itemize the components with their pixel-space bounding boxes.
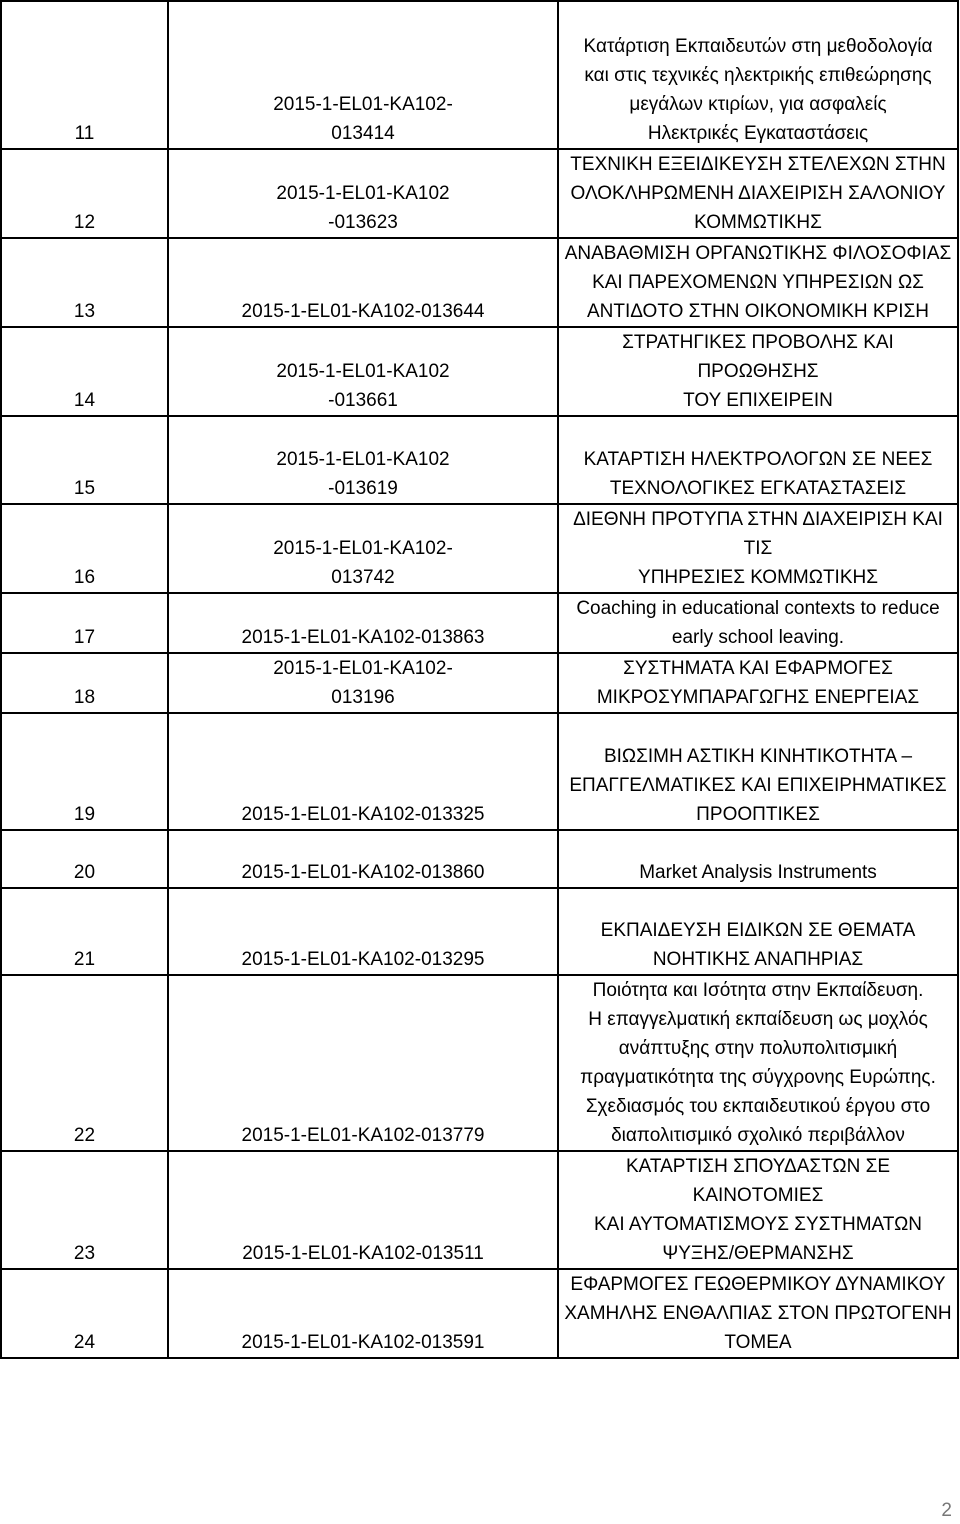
project-code: 2015-1-EL01-KA102 -013623 — [168, 149, 558, 238]
project-code: 2015-1-EL01-KA102-013779 — [168, 975, 558, 1151]
row-number: 14 — [1, 327, 168, 416]
table-row — [1, 593, 958, 653]
project-code: 2015-1-EL01-KA102-013591 — [168, 1269, 558, 1358]
table-row — [1, 1151, 958, 1269]
table-row — [1, 713, 958, 830]
project-code: 2015-1-EL01-KA102-013860 — [168, 830, 558, 888]
project-title: Ποιότητα και Ισότητα στην Εκπαίδευση. Η επαγγελματική εκπαίδευση ως μοχλός ανάπτυξης στην πολυπολιτισμική πραγματικότητα της σύγχρονης Ευρώπης. Σχεδιασμός του εκπαιδευτικού έργου στο διαπολιτισμικό σχολικό περιβάλλον — [558, 975, 958, 1151]
project-code: 2015-1-EL01-KA102- 013742 — [168, 504, 558, 593]
table-row — [1, 504, 958, 593]
project-code: 2015-1-EL01-KA102-013325 — [168, 713, 558, 830]
project-title: ΕΦΑΡΜΟΓΕΣ ΓΕΩΘΕΡΜΙΚΟΥ ΔΥΝΑΜΙΚΟΥ ΧΑΜΗΛΗΣ ΕΝΘΑΛΠΙΑΣ ΣΤΟΝ ΠΡΩΤΟΓΕΝΗ ΤΟΜΕΑ — [558, 1269, 958, 1358]
project-code: 2015-1-EL01-KA102- 013414 — [168, 1, 558, 149]
project-title: Κατάρτιση Εκπαιδευτών στη μεθοδολογία και στις τεχνικές ηλεκτρικής επιθεώρησης μεγάλων κτιρίων, για ασφαλείς Ηλεκτρικές Εγκαταστάσεις — [558, 1, 958, 149]
table-row — [1, 327, 958, 416]
row-number: 23 — [1, 1151, 168, 1269]
project-title: ΑΝΑΒΑΘΜΙΣΗ ΟΡΓΑΝΩΤΙΚΗΣ ΦΙΛΟΣΟΦΙΑΣ ΚΑΙ ΠΑΡΕΧΟΜΕΝΩΝ ΥΠΗΡΕΣΙΩΝ ΩΣ ΑΝΤΙΔΟΤΟ ΣΤΗΝ ΟΙΚΟΝΟΜΙΚΗ ΚΡΙΣΗ — [558, 238, 958, 327]
project-code: 2015-1-EL01-KA102 -013619 — [168, 416, 558, 504]
project-title: ΔΙΕΘΝΗ ΠΡΟΤΥΠΑ ΣΤΗΝ ΔΙΑΧΕΙΡΙΣΗ ΚΑΙ ΤΙΣ ΥΠΗΡΕΣΙΕΣ ΚΟΜΜΩΤΙΚΗΣ — [558, 504, 958, 593]
project-title: ΚΑΤΑΡΤΙΣΗ ΣΠΟΥΔΑΣΤΩΝ ΣΕ ΚΑΙΝΟΤΟΜΙΕΣ ΚΑΙ ΑΥΤΟΜΑΤΙΣΜΟΥΣ ΣΥΣΤΗΜΑΤΩΝ ΨΥΞΗΣ/ΘΕΡΜΑΝΣΗΣ — [558, 1151, 958, 1269]
project-code: 2015-1-EL01-KA102- 013196 — [168, 653, 558, 713]
row-number: 24 — [1, 1269, 168, 1358]
row-number: 21 — [1, 888, 168, 975]
table-row — [1, 238, 958, 327]
table-row — [1, 1269, 958, 1358]
table-row — [1, 888, 958, 975]
row-number: 11 — [1, 1, 168, 149]
table-row — [1, 416, 958, 504]
row-number: 20 — [1, 830, 168, 888]
projects-table-body — [1, 1, 958, 1358]
row-number: 22 — [1, 975, 168, 1151]
project-code: 2015-1-EL01-KA102-013295 — [168, 888, 558, 975]
project-title: Coaching in educational contexts to reduce early school leaving. — [558, 593, 958, 653]
page-number: 2 — [941, 1500, 952, 1521]
table-row — [1, 975, 958, 1151]
project-code: 2015-1-EL01-KA102-013863 — [168, 593, 558, 653]
project-title: ΚΑΤΑΡΤΙΣΗ ΗΛΕΚΤΡΟΛΟΓΩΝ ΣΕ ΝΕΕΣ ΤΕΧΝΟΛΟΓΙΚΕΣ ΕΓΚΑΤΑΣΤΑΣΕΙΣ — [558, 416, 958, 504]
row-number: 15 — [1, 416, 168, 504]
row-number: 16 — [1, 504, 168, 593]
project-code: 2015-1-EL01-KA102-013644 — [168, 238, 558, 327]
row-number: 13 — [1, 238, 168, 327]
table-row — [1, 830, 958, 888]
project-title: ΒΙΩΣΙΜΗ ΑΣΤΙΚΗ ΚΙΝΗΤΙΚΟΤΗΤΑ – ΕΠΑΓΓΕΛΜΑΤΙΚΕΣ ΚΑΙ ΕΠΙΧΕΙΡΗΜΑΤΙΚΕΣ ΠΡΟΟΠΤΙΚΕΣ — [558, 713, 958, 830]
project-title: Market Analysis Instruments — [558, 830, 958, 888]
table-row — [1, 653, 958, 713]
table-row — [1, 149, 958, 238]
row-number: 18 — [1, 653, 168, 713]
row-number: 19 — [1, 713, 168, 830]
project-title: ΣΥΣΤΗΜΑΤΑ ΚΑΙ ΕΦΑΡΜΟΓΕΣ ΜΙΚΡΟΣΥΜΠΑΡΑΓΩΓΗΣ ΕΝΕΡΓΕΙΑΣ — [558, 653, 958, 713]
project-code: 2015-1-EL01-KA102-013511 — [168, 1151, 558, 1269]
project-title: ΤΕΧΝΙΚΗ ΕΞΕΙΔΙΚΕΥΣΗ ΣΤΕΛΕΧΩΝ ΣΤΗΝ ΟΛΟΚΛΗΡΩΜΕΝΗ ΔΙΑΧΕΙΡΙΣΗ ΣΑΛΟΝΙΟΥ ΚΟΜΜΩΤΙΚΗΣ — [558, 149, 958, 238]
table-row — [1, 1, 958, 149]
row-number: 12 — [1, 149, 168, 238]
project-title: ΕΚΠΑΙΔΕΥΣΗ ΕΙΔΙΚΩΝ ΣΕ ΘΕΜΑΤΑ ΝΟΗΤΙΚΗΣ ΑΝΑΠΗΡΙΑΣ — [558, 888, 958, 975]
project-title: ΣΤΡΑΤΗΓΙΚΕΣ ΠΡΟΒΟΛΗΣ ΚΑΙ ΠΡΟΩΘΗΣΗΣ ΤΟΥ ΕΠΙΧΕΙΡΕΙΝ — [558, 327, 958, 416]
project-code: 2015-1-EL01-KA102 -013661 — [168, 327, 558, 416]
row-number: 17 — [1, 593, 168, 653]
